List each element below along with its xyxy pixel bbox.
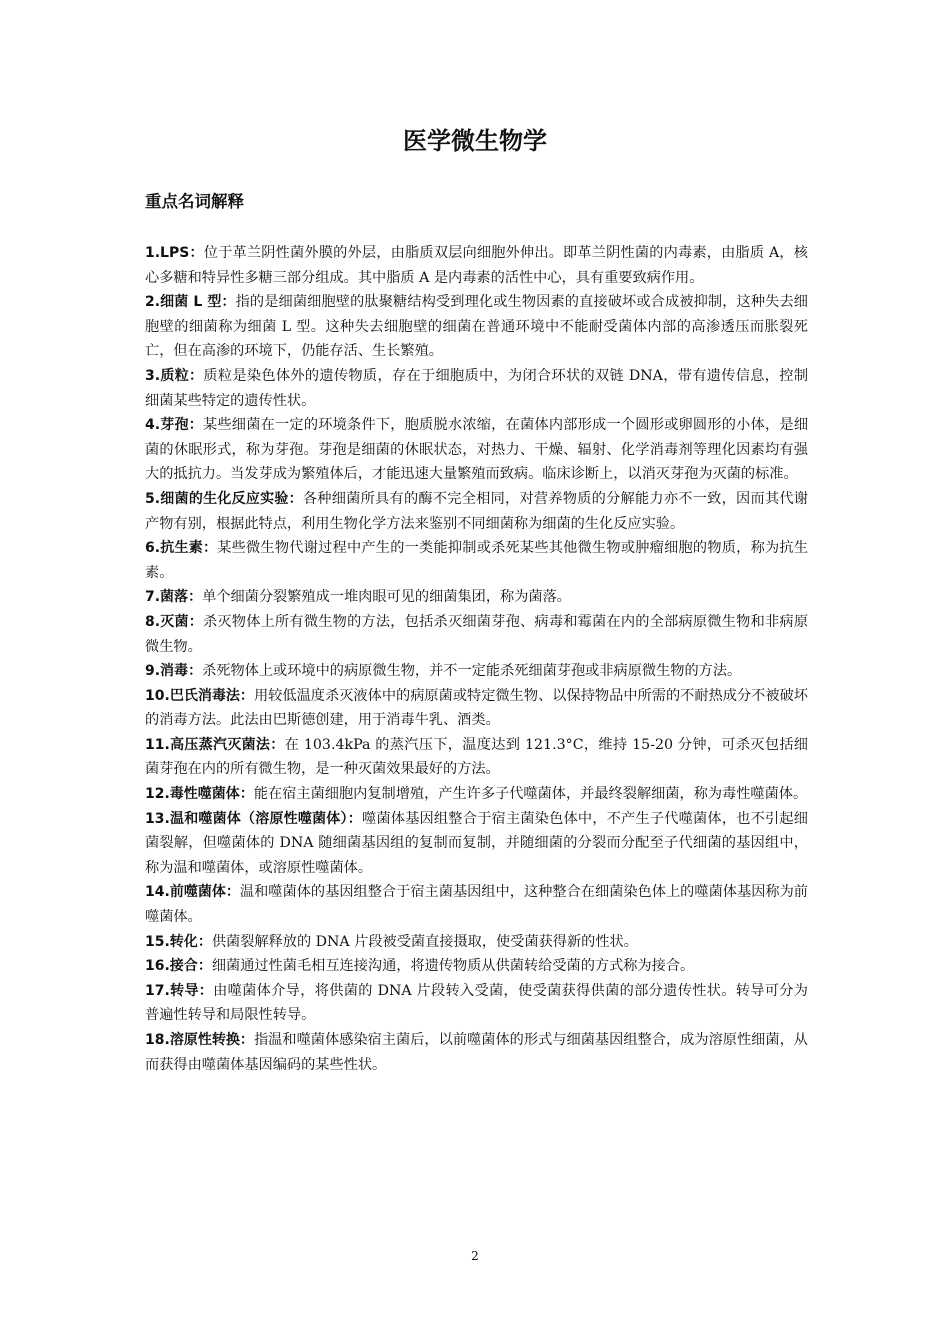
glossary-entry-13 [145, 807, 808, 881]
glossary-entry-17 [145, 979, 808, 1028]
entry-definition: 位于革兰阴性菌外膜的外层，由脂质双层向细胞外伸出。即革兰阴性菌的内毒素，由脂质 A，核心多糖和特异性多糖三部分组成。其中脂质 A 是内毒素的活性中心，具有重要致病作用。 [145, 245, 808, 286]
glossary-entry-14 [145, 880, 808, 929]
entry-term: 1.LPS [145, 245, 190, 261]
entry-separator: ： [188, 613, 203, 630]
entry-separator: ： [188, 663, 203, 680]
entry-definition: 用较低温度杀灭液体中的病原菌或特定微生物、以保持物品中所需的不耐热成分不被破坏的消毒方法。此法由巴斯德创建，用于消毒牛乳、酒类。 [145, 687, 808, 729]
entry-definition: 指的是细菌细胞壁的肽聚糖结构受到理化或生物因素的直接破坏或合成被抑制，这种失去细胞壁的细菌称为细菌 L 型。这种失去细胞壁的细菌在普通环境中不能耐受菌体内部的高渗透压而胀裂死亡，但在高渗的环境下，仍能存活、生长繁殖。 [145, 294, 808, 360]
entry-term: 3.质粒 [145, 367, 190, 384]
entry-separator: ： [202, 540, 218, 557]
entry-term: 18.溶原性转换 [145, 1032, 240, 1048]
entry-definition: 某些微生物代谢过程中产生的一类能抑制或杀死某些其他微生物或肿瘤细胞的物质，称为抗生素。 [145, 540, 809, 581]
entry-term: 14.前噬菌体 [145, 884, 226, 901]
entry-term: 10.巴氏消毒法 [145, 687, 240, 704]
entry-separator: ： [221, 294, 236, 311]
entry-term: 15.转化 [145, 933, 198, 950]
entry-separator: ： [225, 884, 240, 901]
entry-definition: 指温和噬菌体感染宿主菌后，以前噬菌体的形式与细菌基因组整合，成为溶原性细菌，从而获得由噬菌体基因编码的某些性状。 [145, 1032, 808, 1073]
glossary-entry-16 [145, 954, 808, 979]
entry-separator: ： [288, 490, 303, 507]
entry-separator: ： [189, 245, 204, 261]
entry-definition: 杀死物体上或环境中的病原微生物，并不一定能杀死细菌芽孢或非病原微生物的方法。 [202, 663, 742, 680]
glossary-entry-18 [145, 1028, 808, 1077]
entry-separator: ： [197, 958, 212, 975]
entry-separator: ： [189, 367, 204, 384]
page-number: 2 [471, 1249, 479, 1263]
entry-term: 2.细菌 L 型 [145, 294, 222, 311]
entry-definition: 供菌裂解释放的 DNA 片段被受菌直接摄取，使受菌获得新的性状。 [211, 933, 638, 950]
glossary-entry-4 [145, 413, 808, 487]
entry-definition: 各种细菌所具有的酶不完全相同，对营养物质的分解能力亦不一致，因而其代谢产物有别，根据此特点，利用生物化学方法来鉴别不同细菌称为细菌的生化反应实验。 [145, 490, 809, 532]
entry-definition: 温和噬菌体的基因组整合于宿主菌基因组中，这种整合在细菌染色体上的噬菌体基因称为前噬菌体。 [145, 884, 808, 926]
entry-term: 16.接合 [145, 958, 198, 975]
entry-separator: ： [198, 982, 214, 999]
glossary-entry-7 [145, 585, 808, 610]
entry-term: 4.芽孢 [145, 417, 189, 434]
glossary-entry-15 [145, 930, 808, 955]
entry-separator: ： [347, 810, 362, 827]
entry-separator: ： [270, 736, 285, 753]
entry-term: 8.灭菌 [145, 613, 189, 630]
entry-definition: 由噬菌体介导，将供菌的 DNA 片段转入受菌，使受菌获得供菌的部分遗传性状。转导可分为普遍性转导和局限性转导。 [145, 982, 808, 1024]
entry-term: 9.消毒 [145, 663, 189, 680]
entry-separator: ： [188, 589, 203, 606]
glossary-entry-12 [145, 782, 808, 807]
glossary-entry-11 [145, 733, 808, 782]
entry-definition: 噬菌体基因组整合于宿主菌染色体中，不产生子代噬菌体，也不引起细菌裂解，但噬菌体的 DNA 随细菌基因组的复制而复制，并随细菌的分裂而分配至子代细菌的基因组中，称为温和噬菌体，或溶原性噬菌体。 [145, 810, 808, 876]
glossary-entry-9 [145, 659, 808, 684]
entry-term: 17.转导 [145, 982, 199, 999]
entry-definition: 能在宿主菌细胞内复制增殖，产生许多子代噬菌体，并最终裂解细菌，称为毒性噬菌体。 [253, 786, 808, 803]
entry-separator: ： [239, 687, 254, 704]
glossary-entry-3 [145, 364, 808, 413]
glossary-list [145, 241, 808, 1077]
glossary-entry-10 [145, 684, 808, 733]
entry-definition: 单个细菌分裂繁殖成一堆肉眼可见的细菌集团，称为菌落。 [202, 589, 571, 606]
entry-definition: 质粒是染色体外的遗传物质，存在于细胞质中，为闭合环状的双链 DNA，带有遗传信息，控制细菌某些特定的遗传性状。 [145, 367, 809, 409]
section-heading: 重点名词解释 [145, 192, 244, 211]
glossary-entry-8 [145, 610, 808, 659]
entry-definition: 细菌通过性菌毛相互连接沟通，将遗传物质从供菌转给受菌的方式称为接合。 [211, 958, 695, 975]
entry-term: 11.高压蒸汽灭菌法 [145, 736, 271, 753]
entry-separator: ： [239, 1032, 254, 1048]
entry-term: 7.菌落 [145, 589, 189, 606]
glossary-entry-5 [145, 487, 808, 536]
entry-definition: 杀灭物体上所有微生物的方法，包括杀灭细菌芽孢、病毒和霉菌在内的全部病原微生物和非病原微生物。 [145, 613, 809, 655]
entry-separator: ： [197, 933, 212, 950]
entry-term: 13.温和噬菌体（溶原性噬菌体） [145, 810, 348, 827]
entry-definition: 某些细菌在一定的环境条件下，胞质脱水浓缩，在菌体内部形成一个圆形或卵圆形的小体，是细菌的休眠形式，称为芽孢。芽孢是细菌的休眠状态，对热力、干燥、辐射、化学消毒剂等理化因素均有强大的抵抗力。当发芽成为繁殖体后，才能迅速大量繁殖而致病。临床诊断上，以消灭芽孢为灭菌的标准。 [145, 417, 809, 483]
entry-separator: ： [188, 417, 203, 434]
glossary-entry-2 [145, 290, 808, 364]
entry-term: 6.抗生素 [145, 540, 203, 557]
entry-definition: 在 103.4kPa 的蒸汽压下，温度达到 121.3°C，维持 15-20 分钟，可杀灭包括细菌芽孢在内的所有微生物，是一种灭菌效果最好的方法。 [145, 736, 808, 778]
page-title: 医学微生物学 [403, 127, 547, 155]
entry-separator: ： [239, 786, 254, 803]
glossary-entry-6 [145, 536, 808, 585]
entry-term: 12.毒性噬菌体 [145, 786, 240, 803]
entry-term: 5.细菌的生化反应实验 [145, 490, 289, 507]
glossary-entry-1 [145, 241, 808, 290]
